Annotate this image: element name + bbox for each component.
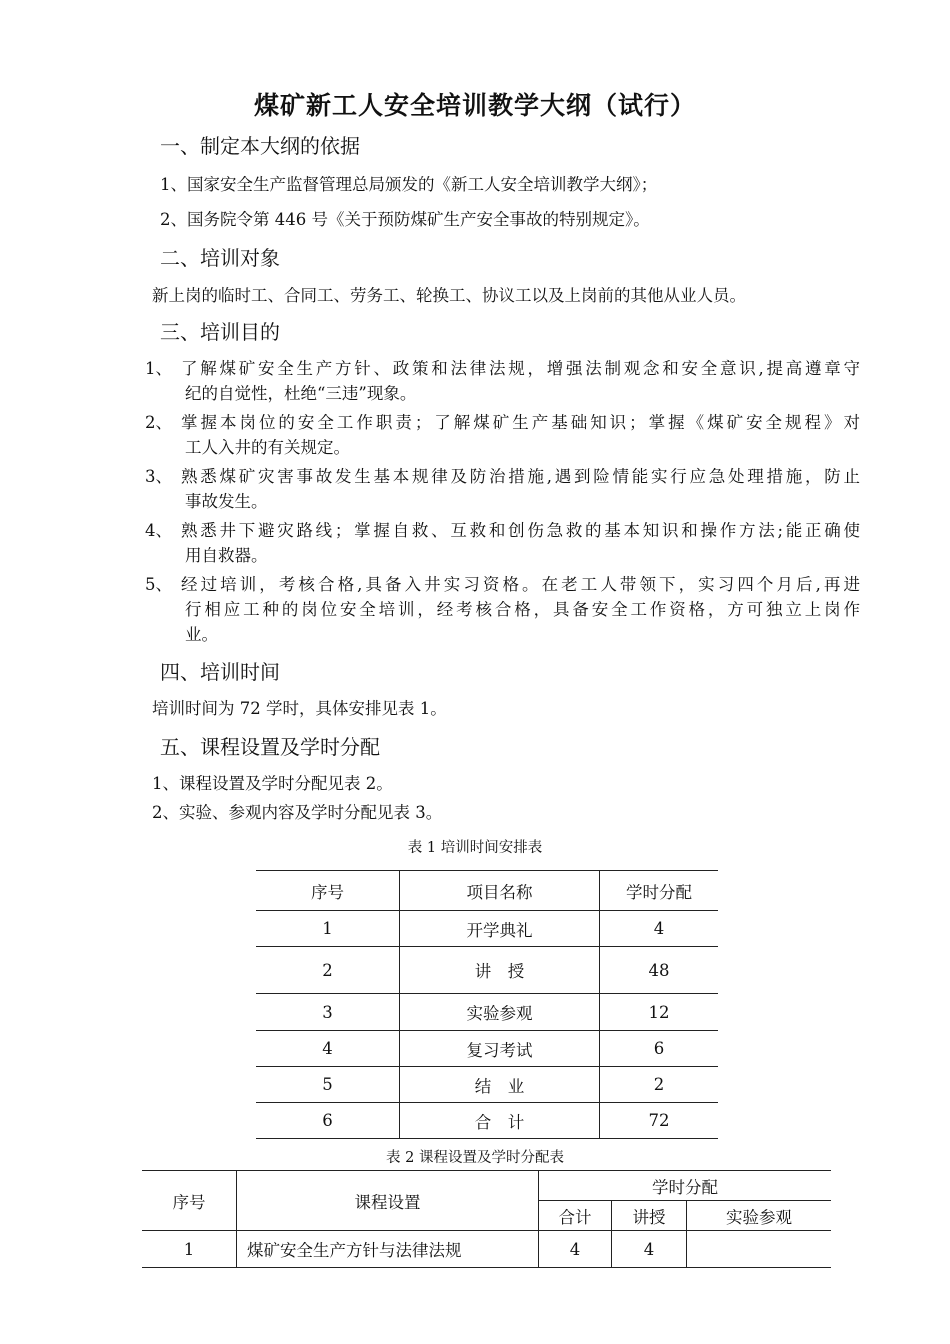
table-cell: 6 xyxy=(653,1039,665,1058)
header-cell: 学时分配 xyxy=(539,1171,832,1201)
table-cell: 4 xyxy=(653,919,665,938)
table-cell: 结 业 xyxy=(400,1067,600,1103)
purpose-item-number: 2、 xyxy=(145,413,172,432)
table-row xyxy=(256,994,718,1031)
table-cell xyxy=(687,1231,832,1268)
header-cell: 项目名称 xyxy=(400,871,600,911)
section-heading-time: 四、培训时间 xyxy=(160,660,280,684)
document-title: 煤矿新工人安全培训教学大纲（试行） xyxy=(253,91,696,120)
course-hours-table xyxy=(142,1170,831,1268)
courses-item-1: 1、课程设置及学时分配见表 2。 xyxy=(152,774,393,793)
purpose-item-number: 5、 xyxy=(145,575,172,594)
table-cell: 12 xyxy=(648,1002,670,1022)
table-cell: 4 xyxy=(612,1231,687,1268)
table-cell: 3 xyxy=(322,1002,333,1022)
purpose-item-line: 熟悉井下避灾路线；掌握自救、互救和创伤急救的基本知识和操作方法;能正确使 xyxy=(181,521,860,540)
table2-caption: 表 2 课程设置及学时分配表 xyxy=(386,1150,564,1166)
target-text: 新上岗的临时工、合同工、劳务工、轮换工、协议工以及上岗前的其他从业人员。 xyxy=(152,286,746,305)
section-heading-courses: 五、课程设置及学时分配 xyxy=(160,735,380,759)
table-cell: 48 xyxy=(648,960,670,980)
table-row xyxy=(256,1031,718,1067)
table-cell: 开学典礼 xyxy=(400,911,600,947)
purpose-item-line: 掌握本岗位的安全工作职责；了解煤矿生产基础知识；掌握《煤矿安全规程》对 xyxy=(181,413,860,432)
header-cell: 学时分配 xyxy=(626,882,692,902)
purpose-item-number: 1、 xyxy=(145,359,172,378)
table-cell: 72 xyxy=(648,1111,670,1130)
table-cell: 2 xyxy=(322,960,333,980)
section-heading-purpose: 三、培训目的 xyxy=(160,320,280,344)
purpose-item-line: 工人入井的有关规定。 xyxy=(185,438,350,457)
training-schedule-table xyxy=(256,870,718,1139)
table-cell: 讲 授 xyxy=(400,947,600,994)
header-cell: 序号 xyxy=(311,882,344,902)
purpose-item-line: 用自救器。 xyxy=(185,546,268,565)
header-cell: 课程设置 xyxy=(237,1171,539,1231)
purpose-item-line: 事故发生。 xyxy=(185,492,268,511)
purpose-item-line: 纪的自觉性，杜绝“三违”现象。 xyxy=(185,384,417,403)
table-row xyxy=(256,1067,718,1103)
purpose-item-number: 3、 xyxy=(145,467,172,486)
courses-item-2: 2、实验、参观内容及学时分配见表 3。 xyxy=(152,803,443,822)
section-heading-basis: 一、制定本大纲的依据 xyxy=(160,134,360,158)
purpose-item-line: 行相应工种的岗位安全培训，经考核合格，具备安全工作资格，方可独立上岗作 xyxy=(185,600,860,619)
section-heading-target: 二、培训对象 xyxy=(160,246,280,270)
header-cell: 实验参观 xyxy=(687,1201,832,1231)
table-row xyxy=(256,1103,718,1139)
table-cell: 复习考试 xyxy=(400,1031,600,1067)
table-row xyxy=(256,911,718,947)
table-cell: 2 xyxy=(653,1075,665,1094)
header-cell: 讲授 xyxy=(612,1201,687,1231)
basis-item-2: 2、国务院令第 446 号《关于预防煤矿生产安全事故的特别规定》。 xyxy=(160,210,650,229)
table-cell: 4 xyxy=(539,1231,612,1268)
table-cell: 实验参观 xyxy=(400,994,600,1031)
header-cell: 序号 xyxy=(142,1171,237,1231)
table-row xyxy=(256,947,718,994)
purpose-item-line: 经过培训，考核合格,具备入井实习资格。在老工人带领下，实习四个月后,再进 xyxy=(181,575,860,594)
time-text: 培训时间为 72 学时，具体安排见表 1。 xyxy=(152,699,447,718)
table-cell: 4 xyxy=(322,1039,333,1058)
table-cell: 煤矿安全生产方针与法律法规 xyxy=(237,1231,539,1268)
table-cell: 1 xyxy=(322,919,333,938)
table-header-row xyxy=(256,871,718,911)
purpose-item-line: 熟悉煤矿灾害事故发生基本规律及防治措施,遇到险情能实行应急处理措施，防止 xyxy=(181,467,860,486)
table-cell: 6 xyxy=(322,1111,333,1130)
header-cell: 合计 xyxy=(539,1201,612,1231)
table-header-row xyxy=(142,1171,831,1201)
table-cell: 1 xyxy=(142,1231,237,1268)
table-cell: 合 计 xyxy=(400,1103,600,1139)
table-row xyxy=(142,1231,831,1268)
purpose-item-line: 业。 xyxy=(185,625,218,644)
table-cell: 5 xyxy=(322,1075,333,1094)
purpose-item-number: 4、 xyxy=(145,521,172,540)
table1-caption: 表 1 培训时间安排表 xyxy=(407,840,543,856)
basis-item-1: 1、国家安全生产监督管理总局颁发的《新工人安全培训教学大纲》； xyxy=(160,175,658,194)
purpose-item-line: 了解煤矿安全生产方针、政策和法律法规，增强法制观念和安全意识,提高遵章守 xyxy=(181,359,860,378)
